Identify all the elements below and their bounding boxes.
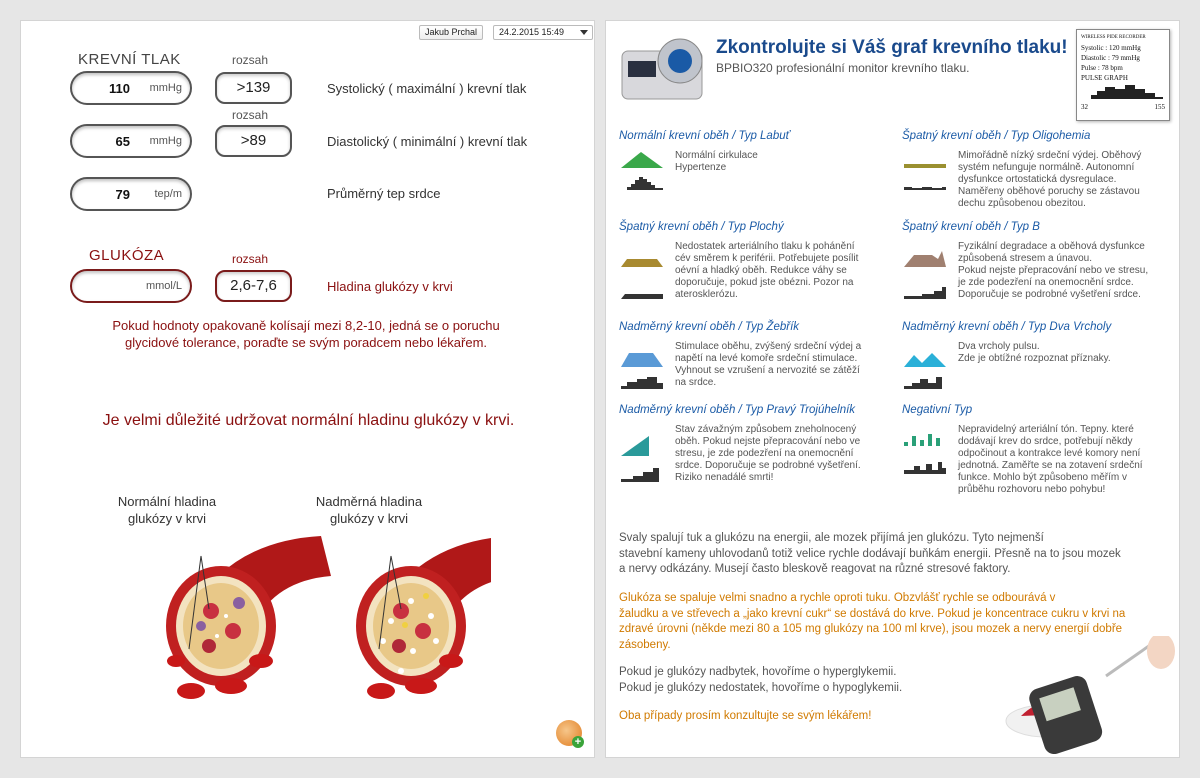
caption-normal-line-1: Normální hladina: [117, 494, 217, 509]
report-pulse: Pulse : 78 bpm: [1081, 64, 1123, 72]
paragraph-glucose-line-3: zdravé úrovni (někde mezi 80 a 105 mg glukózy na 100 ml krve), jsou mozek a nervy energií dobře: [619, 623, 1123, 635]
type-zebrik-text: [675, 341, 883, 389]
type-labut-bars: [619, 174, 665, 192]
type-b: [902, 221, 1172, 311]
range-label-systolic: rozsah: [232, 53, 269, 67]
datetime-select[interactable]: [493, 25, 593, 40]
type-pravy-trojuhelnik-text: [675, 424, 883, 484]
type-dva-vrcholy-line-1: Dva vrcholy pulsu.: [958, 341, 1040, 352]
diastolic-unit: mmHg: [149, 135, 182, 147]
type-labut: [619, 130, 889, 220]
diastolic-description: Diastolický ( minimální ) krevní tlak: [327, 134, 528, 149]
type-plochy-line-5: aterosklerózu.: [675, 289, 738, 300]
paragraph-energy-line-1: Svaly spalují tuk a glukózu na energii, ale mozek přijímá jen glukózu. Tyto nejmenší: [619, 532, 1044, 544]
type-labut-line-1: Normální cirkulace: [675, 150, 758, 161]
systolic-description: Systolický ( maximální ) krevní tlak: [327, 81, 527, 96]
type-b-title: Špatný krevní oběh / Typ B: [902, 221, 1040, 233]
right-title: Zkontrolujte si Váš graf krevního tlaku!: [716, 37, 1068, 58]
type-dva-vrcholy-line-2: Zde je obtížné rozpoznat příznaky.: [958, 353, 1111, 364]
user-name-button[interactable]: Jakub Prchal: [419, 25, 483, 40]
report-axis-right: 155: [1154, 103, 1165, 111]
paragraph-hyper-line: Pokud je glukózy nadbytek, hovoříme o hyperglykemii.: [619, 666, 897, 678]
type-plochy: [619, 221, 889, 311]
type-oligohemia-line-5: dechu způsobenou obezitou.: [958, 198, 1086, 209]
type-negativni-line-6: průběhu rozhovoru nebo pohybu!: [958, 484, 1106, 495]
systolic-value: 110: [109, 81, 130, 96]
type-labut-text: [675, 150, 883, 174]
type-negativni-line-5: funkce. Mohlo být způsobeno měřím v: [958, 472, 1127, 483]
type-pravy-trojuhelnik-line-5: Riziko nenadálé smrti!: [675, 472, 774, 483]
chevron-down-icon: [580, 30, 588, 35]
add-user-icon[interactable]: [556, 720, 582, 746]
glucose-field[interactable]: [70, 269, 192, 303]
type-negativni-line-4: jednotná. Zaměřte se na zotavení srdeční: [958, 460, 1143, 471]
type-b-line-2: způsobená stresem a únavou.: [958, 253, 1092, 264]
type-oligohemia-line-4: Naměřeny oběhové poruchy se zástavou: [958, 186, 1140, 197]
type-b-line-4: je zde podezření na onemocnění srdce.: [958, 277, 1134, 288]
type-dva-vrcholy-title: Nadměrný krevní oběh / Typ Dva Vrcholy: [902, 321, 1112, 333]
bp-section-title: KREVNÍ TLAK: [78, 51, 181, 68]
type-negativni-line-3: odpočinout a kontrakce levé komory není: [958, 448, 1141, 459]
type-oligohemia-shape: [902, 150, 948, 170]
type-oligohemia-text: [958, 150, 1166, 210]
type-oligohemia-line-1: Mimořádně nízký srdeční výdej. Oběhový: [958, 150, 1142, 161]
report-diastolic: Diastolic : 79 mmHg: [1081, 54, 1140, 62]
type-plochy-line-1: Nedostatek arteriálního tlaku k pohánění: [675, 241, 855, 252]
type-pravy-trojuhelnik-bars: [619, 466, 665, 484]
glucose-unit: mmol/L: [145, 280, 182, 292]
type-labut-line-2: Hypertenze: [675, 162, 727, 173]
type-dva-vrcholy-text: [958, 341, 1166, 365]
diastolic-value: 65: [115, 134, 130, 149]
pulse-unit: tep/m: [154, 188, 182, 200]
type-plochy-line-4: doporučuje, pokud jste obézni. Pozor na: [675, 277, 854, 288]
report-axis: [1081, 103, 1165, 111]
type-negativni: [902, 404, 1172, 514]
type-negativni-line-1: Nepravidelný arteriální tón. Tepny. které: [958, 424, 1134, 435]
type-pravy-trojuhelnik-title: Nadměrný krevní oběh / Typ Pravý Trojúhelník: [619, 404, 856, 416]
pulse-field[interactable]: [70, 177, 192, 211]
type-zebrik-bars: [619, 373, 665, 391]
type-zebrik: [619, 321, 889, 401]
paragraph-consult: Oba případy prosím konzultujte se svým lékářem!: [619, 710, 872, 722]
vessel-high-illustration: [356, 536, 491, 699]
type-pravy-trojuhelnik-line-4: srdce. Doporučuje se podrobné vyšetření.: [675, 460, 861, 471]
report-systolic: Systolic : 120 mmHg: [1081, 44, 1141, 52]
type-b-line-3: Pokud nejste přepracování nebo ve stresu,: [958, 265, 1149, 276]
blood-vessel-illustration: [151, 521, 491, 711]
type-oligohemia-title: Špatný krevní oběh / Typ Oligohemia: [902, 130, 1091, 142]
pulse-value: 79: [115, 187, 130, 202]
report-pulse-graph: [1081, 83, 1165, 101]
bp-monitor-device-image: [618, 31, 706, 103]
type-plochy-bars: [619, 283, 665, 301]
type-zebrik-line-3: Vyhnout se vzrušení a nervozité se zátěží: [675, 365, 860, 376]
type-negativni-bars: [902, 458, 948, 476]
type-oligohemia: [902, 130, 1172, 220]
type-zebrik-line-4: na srdce.: [675, 377, 717, 388]
type-b-line-5: Doporučuje se podrobné vyšetření srdce.: [958, 289, 1141, 300]
type-pravy-trojuhelnik-line-3: stresu, je zde podezření na onemocnění: [675, 448, 854, 459]
paragraph-glucose-line-1: Glukóza se spaluje velmi snadno a rychle oproti tuku. Obzvlášť rychle se odbourává v: [619, 592, 1056, 604]
type-negativni-shape: [902, 432, 948, 448]
type-b-shape: [902, 241, 948, 269]
type-b-text: [958, 241, 1166, 301]
caption-normal-line-2: glukózy v krvi: [127, 511, 207, 526]
range-label-glucose: rozsah: [232, 252, 269, 266]
report-header: WIRELESS PIDE RECORDER: [1081, 35, 1146, 40]
datetime-value: 24.2.2015 15:49: [499, 27, 565, 37]
systolic-field[interactable]: [70, 71, 192, 105]
type-oligohemia-line-3: dysfunkce ortostatická dysregulace.: [958, 174, 1117, 185]
warning-line-1: Pokud hodnoty opakovaně kolísají mezi 8,2-10, jedná se o poruchu: [112, 318, 500, 333]
type-zebrik-line-2: napětí na levé komoře srdeční stimulace.: [675, 353, 858, 364]
glucose-description: Hladina glukózy v krvi: [327, 279, 453, 294]
report-axis-left: 32: [1081, 103, 1088, 111]
type-plochy-title: Špatný krevní oběh / Typ Plochý: [619, 221, 784, 233]
type-dva-vrcholy-shape: [902, 341, 948, 369]
type-b-bars: [902, 283, 948, 301]
glucose-range: 2,6-7,6: [215, 270, 292, 302]
type-dva-vrcholy-bars: [902, 373, 948, 391]
left-panel: [20, 20, 595, 758]
paragraph-hypo-line: Pokud je glukózy nedostatek, hovoříme o hypoglykemii.: [619, 681, 903, 694]
type-negativni-title: Negativní Typ: [902, 404, 973, 416]
type-oligohemia-line-2: systém nefunguje normálně. Autonomní: [958, 162, 1135, 173]
type-zebrik-shape: [619, 341, 665, 369]
type-zebrik-line-1: Stimulace oběhu, zvýšený srdeční výdej a: [675, 341, 862, 352]
paragraph-glucose-line-4: zásobeny.: [619, 638, 671, 651]
diastolic-range: >89: [215, 125, 292, 157]
type-dva-vrcholy: [902, 321, 1172, 401]
right-panel: [605, 20, 1180, 758]
warning-line-2: glycidové tolerance, poraďte se svým poradcem nebo lékařem.: [124, 335, 488, 350]
type-plochy-line-2: cév směrem k periférii. Potřebujete posílit: [675, 253, 859, 264]
important-note: Je velmi důležité udržovat normální hladinu glukózy v krvi.: [102, 412, 515, 429]
paragraph-energy-line-2: stavební kameny uhlovodanů totiž velice rychle dodávají buňkám energii. Přesně na to jsou mozek: [619, 547, 1121, 560]
report-graph-label: PULSE GRAPH: [1081, 74, 1128, 82]
type-negativni-text: [958, 424, 1166, 496]
glucose-section-title: GLUKÓZA: [89, 247, 165, 264]
plus-icon: +: [572, 736, 584, 748]
vessel-normal-illustration: [166, 536, 331, 699]
type-negativni-line-2: dodávají krev do srdce, potřebují někdy: [958, 436, 1133, 447]
caption-high-line-2: glukózy v krvi: [329, 511, 409, 526]
paragraph-energy: [619, 531, 1167, 578]
paragraph-energy-line-3: a nervy odkázány. Musejí často bleskově reagovat na různé stresové faktory.: [619, 563, 1011, 575]
glucose-meter-illustration: [996, 636, 1176, 754]
caption-high-line-1: Nadměrná hladina: [315, 494, 423, 509]
diastolic-field[interactable]: [70, 124, 192, 158]
right-subtitle: BPBIO320 profesionální monitor krevního tlaku.: [716, 61, 970, 75]
type-plochy-shape: [619, 241, 665, 269]
paragraph-glucose-line-2: žaludku a ve střevech a „jako krevní cukr“ se dostává do krve. Pokud je koncentrace cukru v krvi na: [619, 607, 1126, 620]
pulse-report-printout: [1076, 29, 1170, 121]
type-oligohemia-bars: [902, 174, 948, 192]
range-label-diastolic: rozsah: [232, 108, 269, 122]
type-pravy-trojuhelnik-shape: [619, 434, 665, 458]
type-plochy-text: [675, 241, 883, 301]
type-labut-title: Normální krevní oběh / Typ Labuť: [619, 130, 790, 142]
systolic-unit: mmHg: [149, 82, 182, 94]
type-labut-shape: [619, 150, 665, 170]
glucose-warning: [91, 317, 521, 351]
type-b-line-1: Fyzikální degradace a oběhová dysfunkce: [958, 241, 1145, 252]
type-pravy-trojuhelnik-line-2: oběh. Pokud nejste přepracování nebo ve: [675, 436, 861, 447]
type-pravy-trojuhelnik: [619, 404, 889, 504]
pulse-description: Průměrný tep srdce: [327, 186, 441, 201]
type-pravy-trojuhelnik-line-1: Stav závažným způsobem zneholnocený: [675, 424, 857, 435]
type-plochy-line-3: oévní a hladký oběh. Redukce váhy se: [675, 265, 847, 276]
type-zebrik-title: Nadměrný krevní oběh / Typ Žebřík: [619, 321, 800, 333]
systolic-range: >139: [215, 72, 292, 104]
